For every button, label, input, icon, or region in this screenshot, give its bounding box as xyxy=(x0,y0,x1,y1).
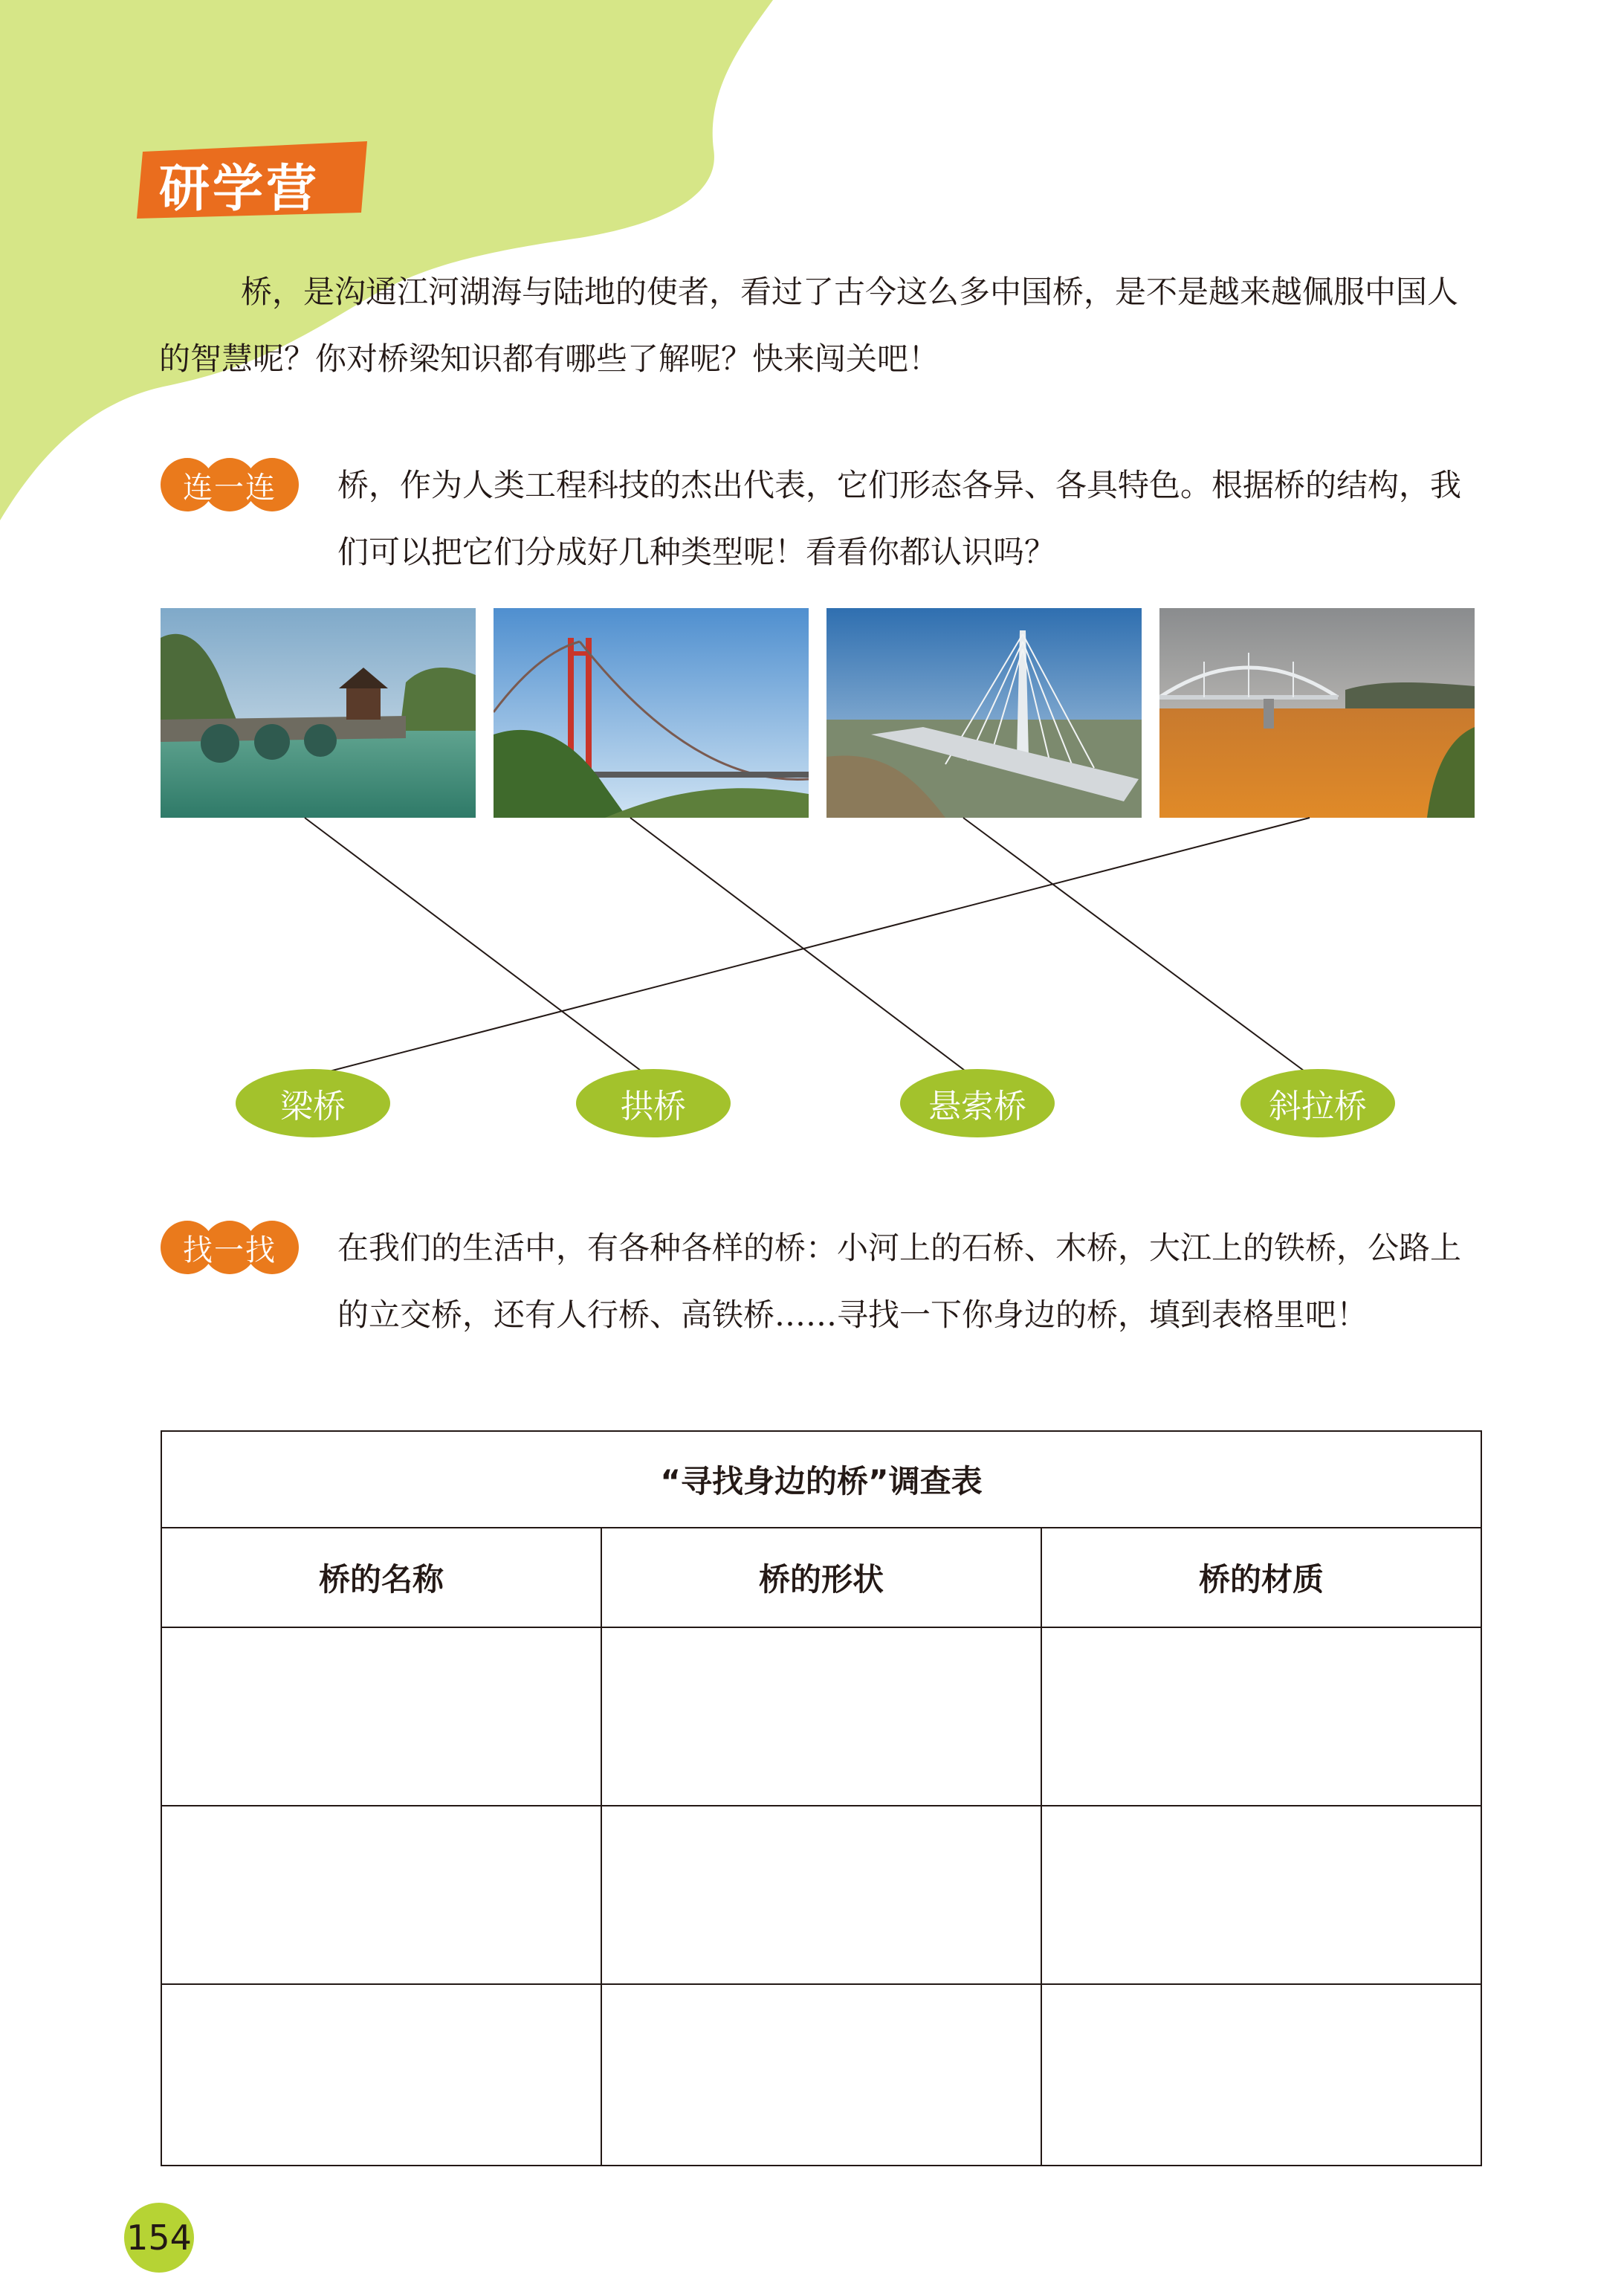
match-instructions: 桥，作为人类工程科技的杰出代表，它们形态各异、各具特色。根据桥的结构，我们可以把它们分成好几种类型呢！看看你都认识吗？ xyxy=(337,467,1462,570)
cable-stayed-bridge-photo xyxy=(826,608,1142,818)
find-badge xyxy=(159,1219,300,1276)
survey-header-row xyxy=(162,1528,1481,1628)
column-header-name: 桥的名称 xyxy=(318,1561,444,1598)
table-cell-blank[interactable] xyxy=(601,1806,1041,1983)
table-cell-blank[interactable] xyxy=(162,1985,601,2165)
find-badge-label: 找一找 xyxy=(183,1233,276,1268)
column-header-material: 桥的材质 xyxy=(1041,1528,1481,1627)
table-cell-blank[interactable] xyxy=(1041,1806,1481,1983)
table-cell-blank[interactable] xyxy=(601,1628,1041,1805)
bridge-type-label: 拱桥 xyxy=(621,1088,686,1126)
section-title-banner xyxy=(137,138,367,220)
section-title: 研学营 xyxy=(159,160,320,219)
survey-table xyxy=(161,1430,1482,2166)
match-badge xyxy=(159,456,300,513)
page-number-badge xyxy=(123,2202,195,2273)
page-number: 154 xyxy=(126,2218,192,2258)
table-row xyxy=(162,1628,1481,1806)
bridge-type-beam[interactable] xyxy=(235,1068,391,1139)
bridge-type-label: 悬索桥 xyxy=(928,1088,1026,1126)
find-instructions: 在我们的生活中，有各种各样的桥：小河上的石桥、木桥，大江上的铁桥，公路上的立交桥，还有人行桥、高铁桥……寻找一下你身边的桥，填到表格里吧！ xyxy=(337,1230,1462,1333)
match-badge-label: 连一连 xyxy=(183,470,276,505)
table-row xyxy=(162,1985,1481,2165)
intro-paragraph: 桥，是沟通江河湖海与陆地的使者，看过了古今这么多中国桥，是不是越来越佩服中国人的智慧呢？你对桥梁知识都有哪些了解呢？快来闯关吧！ xyxy=(159,274,1459,377)
bridge-type-cable-stayed[interactable] xyxy=(1240,1068,1396,1139)
table-cell-blank[interactable] xyxy=(162,1806,601,1983)
table-cell-blank[interactable] xyxy=(601,1985,1041,2165)
bridge-type-suspension[interactable] xyxy=(899,1068,1055,1139)
bridge-type-arch[interactable] xyxy=(575,1068,731,1139)
table-cell-blank[interactable] xyxy=(1041,1985,1481,2165)
table-cell-blank[interactable] xyxy=(1041,1628,1481,1805)
truss-beam-bridge-photo xyxy=(1159,608,1475,818)
bridge-type-label: 斜拉桥 xyxy=(1269,1088,1367,1126)
survey-title: “寻找身边的桥”调查表 xyxy=(162,1432,1481,1528)
column-header-shape: 桥的形状 xyxy=(601,1528,1041,1627)
table-cell-blank[interactable] xyxy=(162,1628,601,1805)
stone-arch-bridge-photo xyxy=(161,608,476,818)
bridge-type-label: 梁桥 xyxy=(280,1088,346,1126)
suspension-bridge-photo xyxy=(494,608,809,818)
table-row xyxy=(162,1806,1481,1985)
